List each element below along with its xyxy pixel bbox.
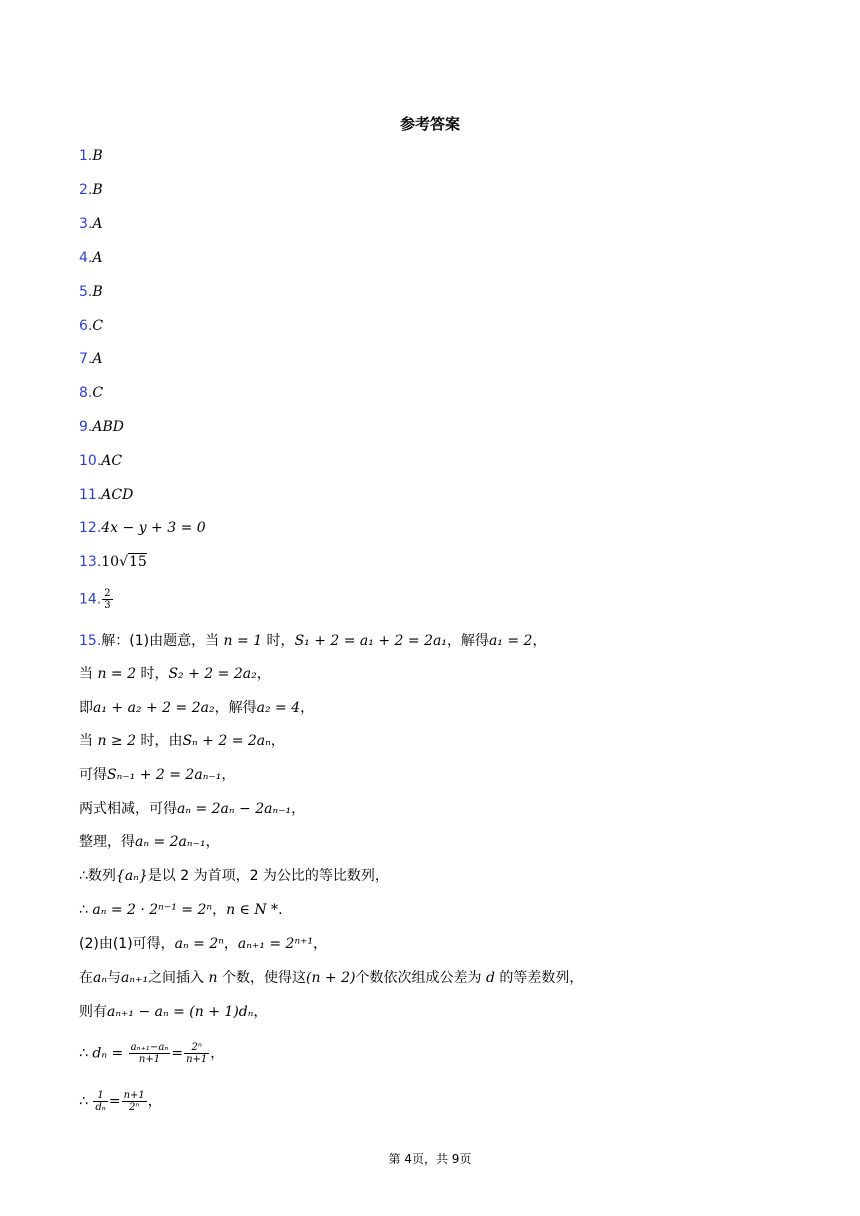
text-span: 在 bbox=[79, 970, 93, 986]
answer-number: 5. bbox=[79, 284, 93, 300]
math-span: n = 1 bbox=[223, 633, 263, 649]
solution-line bbox=[79, 799, 305, 819]
math-span: n bbox=[208, 970, 218, 986]
page-title: 参考答案 bbox=[399, 115, 460, 133]
answer-line bbox=[79, 417, 124, 437]
math-span: n ≥ 2 bbox=[97, 733, 137, 749]
fraction bbox=[129, 1042, 171, 1065]
answer-text: 4x − y + 3 = 0 bbox=[101, 520, 206, 536]
answer-text: A bbox=[92, 351, 103, 367]
text-span: ，解得 bbox=[446, 633, 489, 649]
text-span: 时， bbox=[262, 633, 295, 649]
text-span: 个数依次组成公差为 bbox=[355, 970, 486, 986]
fraction-denominator: 3 bbox=[104, 600, 111, 611]
math-span: aₙ = 2aₙ − 2aₙ₋₁ bbox=[177, 801, 292, 817]
solution-line bbox=[79, 731, 285, 751]
answer-number: 1. bbox=[79, 148, 93, 164]
answer-text: B bbox=[92, 148, 103, 164]
text-span: ， bbox=[223, 936, 238, 952]
solution-line bbox=[79, 968, 583, 988]
answer-text: AC bbox=[101, 453, 123, 469]
math-span: dₙ = bbox=[92, 1045, 124, 1062]
text-span: (2)由(1)可得， bbox=[79, 936, 175, 952]
text-span: ∴数列 bbox=[79, 868, 116, 884]
math-span: aₙ = 2aₙ₋₁ bbox=[135, 834, 206, 850]
text-span: ， bbox=[210, 1045, 225, 1062]
answer-line bbox=[79, 349, 102, 369]
text-span: 当 bbox=[79, 733, 98, 749]
answer-number: 14. bbox=[79, 591, 102, 608]
answer-number: 6. bbox=[79, 318, 93, 334]
answer-text: C bbox=[92, 318, 104, 334]
answer-line bbox=[79, 552, 147, 572]
solution-line bbox=[79, 631, 546, 651]
answer-line bbox=[79, 214, 102, 234]
text-span: ， bbox=[221, 767, 236, 783]
fraction-numerator: 2 bbox=[104, 588, 111, 599]
answer-line bbox=[79, 282, 103, 302]
solution-line bbox=[79, 934, 327, 954]
answer-number: 15. bbox=[79, 633, 102, 649]
text-span: ∴ bbox=[79, 1045, 93, 1062]
text-span: 时，由 bbox=[136, 733, 183, 749]
fraction bbox=[122, 1090, 147, 1113]
fraction-numerator: n+1 bbox=[123, 1090, 145, 1101]
answer-line bbox=[79, 485, 133, 505]
answer-number: 10. bbox=[79, 453, 102, 469]
text-span: 即 bbox=[79, 700, 93, 716]
solution-line bbox=[79, 1042, 224, 1065]
text-span: 解：(1)由题意，当 bbox=[101, 633, 224, 649]
math-span: aₙ = 2ⁿ bbox=[174, 936, 224, 952]
math-span: S₁ + 2 = a₁ + 2 = 2a₁ bbox=[294, 633, 447, 649]
text-span: 两式相减，可得 bbox=[79, 801, 177, 817]
text-span: 个数，使得这 bbox=[217, 970, 306, 986]
fraction-denominator: dₙ bbox=[95, 1102, 106, 1113]
answer-line bbox=[79, 588, 114, 611]
fraction-denominator: n+1 bbox=[129, 1053, 171, 1065]
answer-text: ACD bbox=[101, 487, 134, 503]
math-span: = bbox=[171, 1045, 184, 1062]
solution-line bbox=[79, 900, 283, 920]
math-span: aₙ₊₁ = 2ⁿ⁺¹ bbox=[237, 936, 314, 952]
fraction bbox=[93, 1090, 107, 1113]
fraction-numerator: 2ⁿ bbox=[191, 1042, 202, 1053]
answer-number: 4. bbox=[79, 250, 93, 266]
math-span: a₁ + a₂ + 2 = 2a₂ bbox=[93, 700, 215, 716]
solution-line bbox=[79, 698, 314, 718]
math-span: n = 2 bbox=[97, 666, 137, 682]
fraction-numerator: aₙ₊₁−aₙ bbox=[130, 1042, 169, 1053]
math-span: {aₙ} bbox=[115, 868, 148, 884]
text-span: ∴ bbox=[79, 902, 93, 918]
text-span: ， bbox=[253, 1004, 268, 1020]
answer-line bbox=[79, 180, 103, 200]
answer-line bbox=[79, 383, 103, 403]
solution-line bbox=[79, 1002, 267, 1022]
sqrt-sign: √ bbox=[119, 554, 129, 570]
math-span: aₙ₊₁ − aₙ = (n + 1)dₙ bbox=[107, 1004, 254, 1020]
text-span: 当 bbox=[79, 666, 98, 682]
text-span: 整理，得 bbox=[79, 834, 135, 850]
answer-number: 9. bbox=[79, 419, 93, 435]
sqrt-radicand: 15 bbox=[129, 554, 147, 570]
text-span: 是以 2 为首项，2 为公比的等比数列， bbox=[147, 868, 389, 884]
math-span: d bbox=[485, 970, 495, 986]
math-span: S₂ + 2 = 2a₂ bbox=[168, 666, 257, 682]
answer-number: 7. bbox=[79, 351, 93, 367]
text-span: ， bbox=[205, 834, 220, 850]
math-span: aₙ bbox=[93, 970, 108, 986]
text-span: ， bbox=[313, 936, 328, 952]
math-span: a₁ = 2 bbox=[488, 633, 533, 649]
text-span: 之间插入 bbox=[148, 970, 209, 986]
answer-text: A bbox=[92, 250, 103, 266]
text-span: 时， bbox=[136, 666, 169, 682]
math-span: a₂ = 4 bbox=[256, 700, 301, 716]
math-span: aₙ₊₁ bbox=[121, 970, 149, 986]
math-span: aₙ = 2 · 2ⁿ⁻¹ = 2ⁿ bbox=[92, 902, 213, 918]
answer-line bbox=[79, 248, 102, 268]
answer-number: 8. bbox=[79, 385, 93, 401]
solution-line bbox=[79, 765, 235, 785]
fraction-numerator: 1 bbox=[97, 1090, 104, 1101]
page-footer: 第 4页，共 9页 bbox=[388, 1152, 472, 1166]
answer-text: ABD bbox=[92, 419, 124, 435]
answer-text: C bbox=[92, 385, 104, 401]
text-span: ， bbox=[300, 700, 315, 716]
text-span: ， bbox=[212, 902, 227, 918]
fraction-denominator: 2ⁿ bbox=[122, 1101, 147, 1113]
text-span: ， bbox=[256, 666, 271, 682]
answer-number: 13. bbox=[79, 554, 102, 570]
solution-line bbox=[79, 664, 271, 684]
text-span: 可得 bbox=[79, 767, 107, 783]
answer-line bbox=[79, 146, 103, 166]
math-span: (n + 2) bbox=[306, 970, 356, 986]
text-span: ， bbox=[270, 733, 285, 749]
text-span: 的等差数列， bbox=[494, 970, 584, 986]
text-span: 与 bbox=[107, 970, 122, 986]
answer-number: 11. bbox=[79, 487, 102, 503]
fraction bbox=[184, 1042, 209, 1065]
answer-number: 12. bbox=[79, 520, 102, 536]
answer-number: 2. bbox=[79, 182, 93, 198]
answer-text: A bbox=[92, 216, 103, 232]
answer-text: B bbox=[92, 182, 103, 198]
answer-line bbox=[79, 451, 122, 471]
text-span: . bbox=[278, 902, 283, 918]
answer-line bbox=[79, 518, 206, 538]
text-span: ∴ bbox=[79, 1093, 93, 1110]
math-span: n ∈ N * bbox=[226, 902, 279, 918]
answer-text: 10 bbox=[101, 554, 120, 570]
solution-line bbox=[79, 832, 220, 852]
answer-number: 3. bbox=[79, 216, 93, 232]
text-span: ， bbox=[291, 801, 306, 817]
math-span: Sₙ + 2 = 2aₙ bbox=[182, 733, 271, 749]
solution-line bbox=[79, 866, 389, 886]
text-span: 则有 bbox=[79, 1004, 107, 1020]
answer-line bbox=[79, 316, 103, 336]
text-span: ， bbox=[532, 633, 547, 649]
solution-line bbox=[79, 1090, 162, 1113]
answer-text: B bbox=[92, 284, 103, 300]
math-span: = bbox=[108, 1093, 121, 1110]
fraction-denominator: n+1 bbox=[186, 1054, 208, 1065]
math-span: Sₙ₋₁ + 2 = 2aₙ₋₁ bbox=[107, 767, 222, 783]
fraction bbox=[102, 588, 112, 611]
text-span: ，解得 bbox=[214, 700, 257, 716]
text-span: ， bbox=[147, 1093, 162, 1110]
